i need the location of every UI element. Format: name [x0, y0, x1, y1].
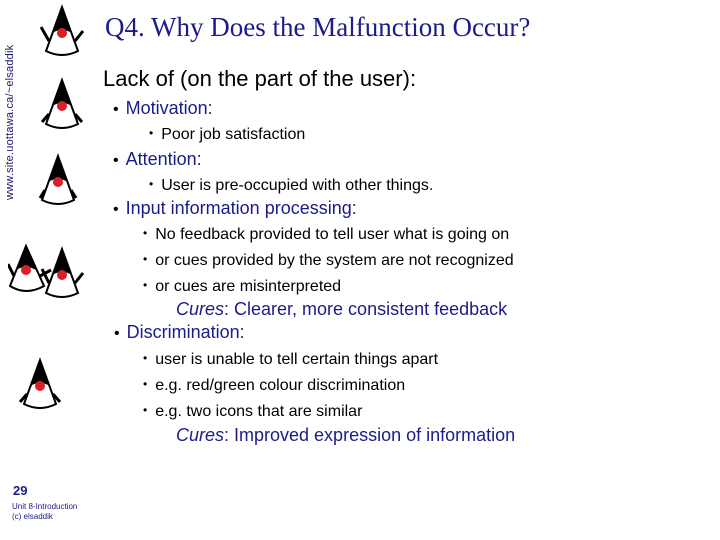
duke-mascot-icon — [40, 76, 84, 134]
footer-unit: Unit 8-Introduction — [12, 502, 78, 511]
sub-bullet-cues-not-recognized — [143, 252, 514, 270]
sub-bullet-cues-misinterpreted — [143, 278, 341, 296]
bullet-label: e.g. red/green colour discrimination — [155, 377, 406, 394]
sub-bullet-red-green — [143, 377, 405, 395]
duke-mascot-icon — [18, 356, 62, 414]
bullet-dot: • — [143, 351, 148, 365]
bullet-label: Poor job satisfaction — [161, 126, 306, 143]
slide-title: Q4. Why Does the Malfunction Occur? — [105, 12, 531, 42]
bullet-label: Discrimination: — [126, 322, 245, 342]
cure-label: Cures — [176, 425, 225, 445]
cure-text: : Clearer, more consistent feedback — [224, 299, 508, 319]
bullet-label: User is pre-occupied with other things. — [161, 177, 434, 194]
cure-feedback — [176, 299, 507, 320]
bullet-dot: • — [113, 152, 119, 169]
bullet-label: user is unable to tell certain things apart — [155, 351, 439, 368]
bullet-dot: • — [143, 252, 148, 266]
cure-label: Cures — [176, 299, 225, 319]
bullet-label: Input information processing: — [125, 198, 357, 218]
sub-bullet-unable-tell — [143, 351, 438, 369]
bullet-label: or cues provided by the system are not recognized — [155, 252, 514, 269]
page-number: 29 — [13, 483, 28, 498]
cure-text: : Improved expression of information — [224, 425, 516, 445]
footer-copyright: (c) elsaddik — [12, 512, 53, 521]
slide-heading: Lack of (on the part of the user): — [103, 66, 417, 91]
sub-bullet-preoccupied — [149, 177, 433, 195]
bullet-discrimination — [114, 322, 245, 343]
bullet-dot: • — [149, 126, 154, 140]
bullet-label: Motivation: — [125, 98, 213, 118]
sub-bullet-poor-job — [149, 126, 305, 144]
duke-mascot-icon — [40, 245, 84, 303]
cure-expression — [176, 425, 515, 446]
bullet-dot: • — [113, 201, 119, 218]
bullet-label: or cues are misinterpreted — [155, 278, 342, 295]
bullet-dot: • — [143, 278, 148, 292]
bullet-motivation — [113, 98, 213, 119]
sub-bullet-no-feedback — [143, 226, 509, 244]
bullet-dot: • — [113, 101, 119, 118]
bullet-input-processing — [113, 198, 357, 219]
sidebar-url: www.site.uottawa.ca/~elsaddik — [4, 44, 16, 200]
bullet-dot: • — [143, 377, 148, 391]
bullet-dot: • — [114, 325, 120, 342]
footer — [12, 502, 77, 522]
bullet-dot: • — [143, 403, 148, 417]
duke-mascot-icon — [40, 3, 84, 61]
bullet-attention — [113, 149, 202, 170]
duke-mascot-icon — [36, 152, 80, 210]
bullet-dot: • — [149, 177, 154, 191]
bullet-label: No feedback provided to tell user what is going on — [155, 226, 510, 243]
bullet-dot: • — [143, 226, 148, 240]
sub-bullet-two-icons — [143, 403, 362, 421]
bullet-label: e.g. two icons that are similar — [155, 403, 363, 420]
bullet-label: Attention: — [125, 149, 202, 169]
